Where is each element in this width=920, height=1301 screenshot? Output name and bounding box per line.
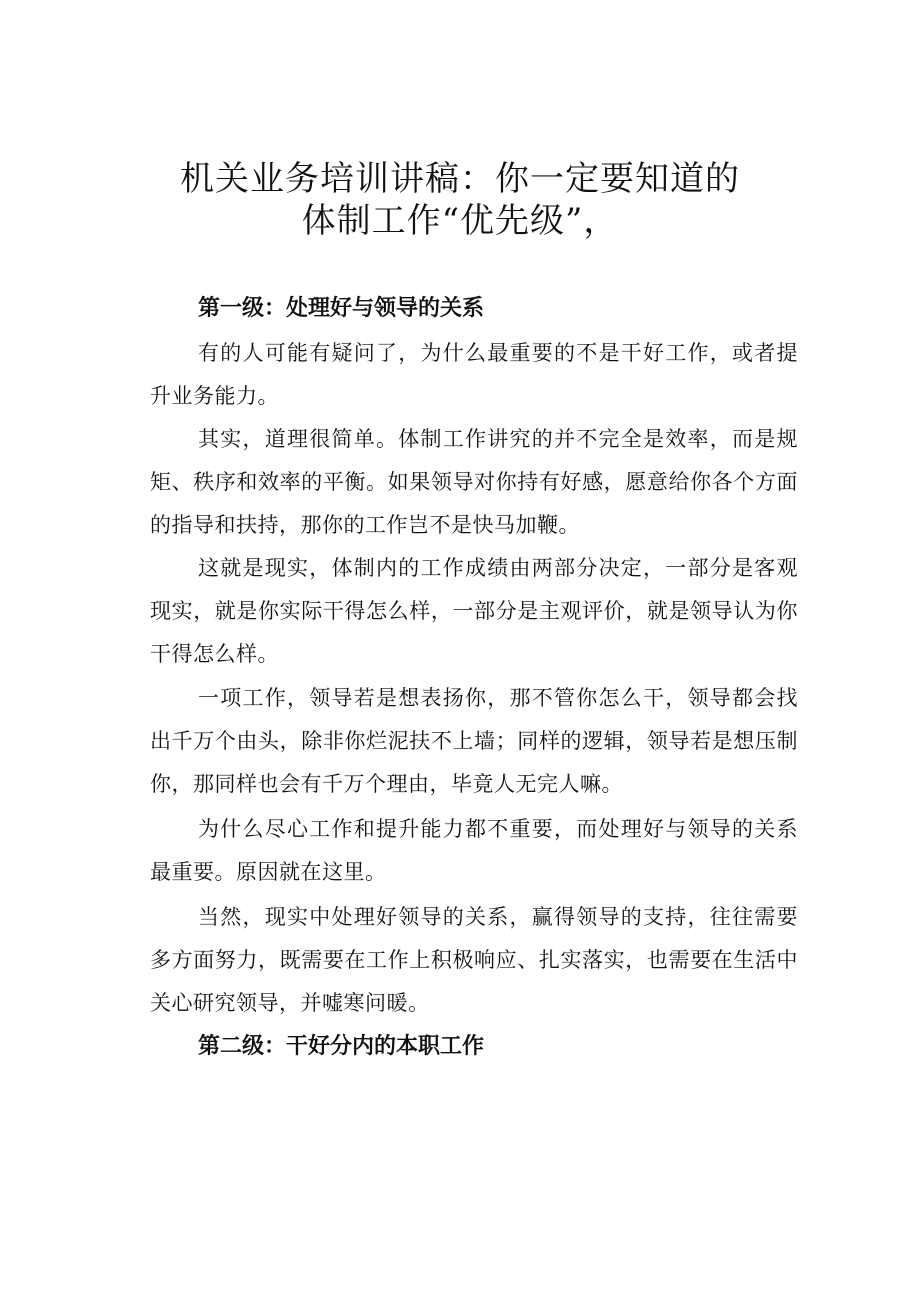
paragraph-5: 为什么尽心工作和提升能力都不重要，而处理好与领导的关系最重要。原因就在这里。 xyxy=(150,817,798,884)
paragraph-2: 其实，道理很简单。体制工作讲究的并不完全是效率，而是规矩、秩序和效率的平衡。如果领导对你持有好感，愿意给你各个方面的指导和扶持，那你的工作岂不是快马加鞭。 xyxy=(150,427,798,537)
paragraph-4: 一项工作，领导若是想表扬你，那不管你怎么干，领导都会找出千万个由头，除非你烂泥扶不上墙；同样的逻辑，领导若是想压制你，那同样也会有千万个理由，毕竟人无完人嘛。 xyxy=(150,686,798,796)
paragraph-6: 当然，现实中处理好领导的关系，赢得领导的支持，往往需要多方面努力，既需要在工作上积极响应、扎实落实，也需要在生活中关心研究领导，并嘘寒问暖。 xyxy=(150,905,798,1015)
section-heading-1: 第一级：处理好与领导的关系 xyxy=(198,296,485,321)
document-title-line-1: 机关业务培训讲稿：你一定要知道的 xyxy=(180,159,740,199)
document-title-line-2: 体制工作“优先级”， xyxy=(301,201,619,241)
paragraph-3: 这就是现实，体制内的工作成绩由两部分决定，一部分是客观现实，就是你实际干得怎么样，一部分是主观评价，就是领导认为你干得怎么样。 xyxy=(150,556,798,666)
paragraph-1: 有的人可能有疑问了，为什么最重要的不是干好工作，或者提升业务能力。 xyxy=(150,341,798,408)
section-heading-2: 第二级：干好分内的本职工作 xyxy=(198,1034,485,1059)
